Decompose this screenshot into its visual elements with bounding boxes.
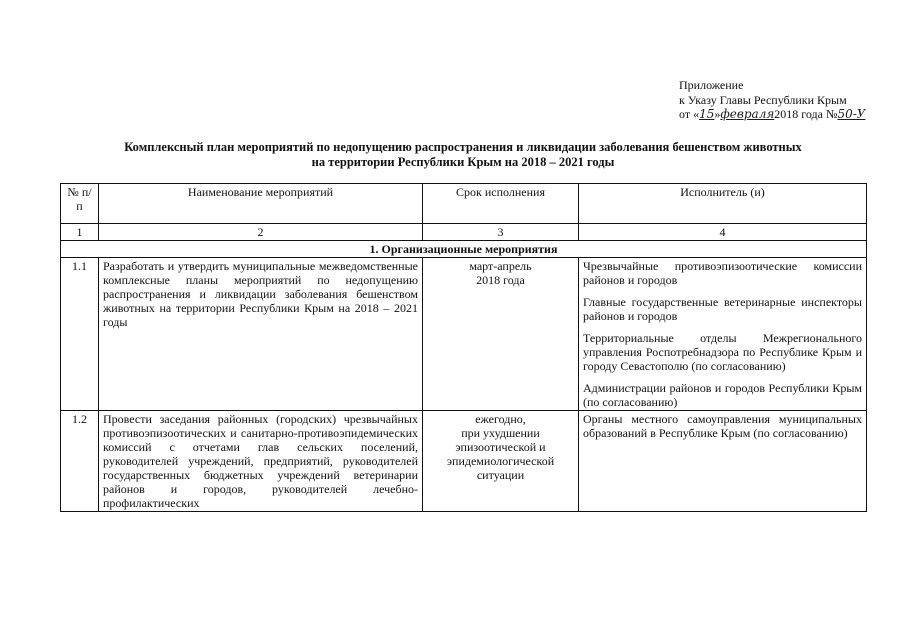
- executor-item: Чрезвычайные противоэпизоотические комиссии районов и городов: [583, 259, 862, 287]
- col-number-2: 2: [99, 224, 423, 241]
- column-number-row: [61, 224, 867, 241]
- table-row: [61, 411, 867, 512]
- appendix-line-1: Приложение: [679, 78, 744, 92]
- section-row: [61, 241, 867, 258]
- appendix-line-2: к Указу Главы Республики Крым: [679, 92, 847, 107]
- title-line-1: Комплексный план мероприятий по недопущению распространения и ликвидации заболевания бешенством животных: [124, 140, 802, 154]
- row-executors: [579, 411, 867, 512]
- handwritten-number: 50-У: [837, 107, 866, 121]
- header-executor: Исполнитель (и): [579, 184, 867, 224]
- row-term-line: эпидемиологической: [446, 454, 555, 468]
- row-term-line: эпизоотической и: [455, 440, 546, 454]
- row-term: [423, 258, 579, 411]
- section-title: 1. Организационные мероприятия: [61, 241, 867, 258]
- document-title: [60, 140, 866, 170]
- plan-table: [60, 183, 867, 512]
- header-name: Наименование мероприятий: [99, 184, 423, 224]
- row-activity: Разработать и утвердить муниципальные межведомственные комплексные планы мероприятий по недопущению распространения и ликвидации заболевания бешенством животных на территории Республики Крым на 2018 – 2021 годы: [99, 258, 423, 411]
- row-activity: Провести заседания районных (городских) чрезвычайных противоэпизоотических и санитарно-противоэпидемических комиссий с отчетами глав сельских поселений, руководителей учреждений, предприятий, руководителей государственных бюджетных учреждений ветеринарии районов и городов, руководителей лечебно-профилактических: [99, 411, 423, 512]
- header-term: Срок исполнения: [423, 184, 579, 224]
- row-number: 1.1: [61, 258, 99, 411]
- row-term-line: март-апрель: [469, 259, 532, 273]
- appendix-line-3: [679, 107, 865, 122]
- row-term-line: 2018 года: [476, 273, 525, 287]
- col-number-3: 3: [423, 224, 579, 241]
- row-term-line: ситуации: [476, 468, 525, 482]
- appendix-date-mid: »: [714, 107, 721, 121]
- executor-item: Органы местного самоуправления муниципальных образований в Республике Крым (по согласованию): [583, 412, 862, 440]
- row-executors: [579, 258, 867, 411]
- table-row: [61, 258, 867, 411]
- title-line-2: на территории Республики Крым на 2018 – 2021 годы: [311, 155, 615, 169]
- col-number-4: 4: [579, 224, 867, 241]
- appendix-year: 2018 года №: [774, 107, 838, 121]
- handwritten-month: февраля: [720, 107, 775, 121]
- header-row: [61, 184, 867, 224]
- col-number-1: 1: [61, 224, 99, 241]
- header-num: № п/п: [61, 184, 99, 224]
- row-term-line: при ухудшении: [461, 426, 540, 440]
- row-term: [423, 411, 579, 512]
- row-number: 1.2: [61, 411, 99, 512]
- appendix-date-prefix: от «: [679, 107, 700, 121]
- row-term-line: ежегодно,: [475, 412, 526, 426]
- executor-item: Территориальные отделы Межрегионального управления Роспотребнадзора по Республике Крым и городу Севастополю (по согласованию): [583, 331, 862, 373]
- appendix-block: [679, 78, 865, 122]
- executor-item: Администрации районов и городов Республики Крым (по согласованию): [583, 381, 862, 409]
- handwritten-day: 15: [699, 107, 715, 121]
- executor-item: Главные государственные ветеринарные инспекторы районов и городов: [583, 295, 862, 323]
